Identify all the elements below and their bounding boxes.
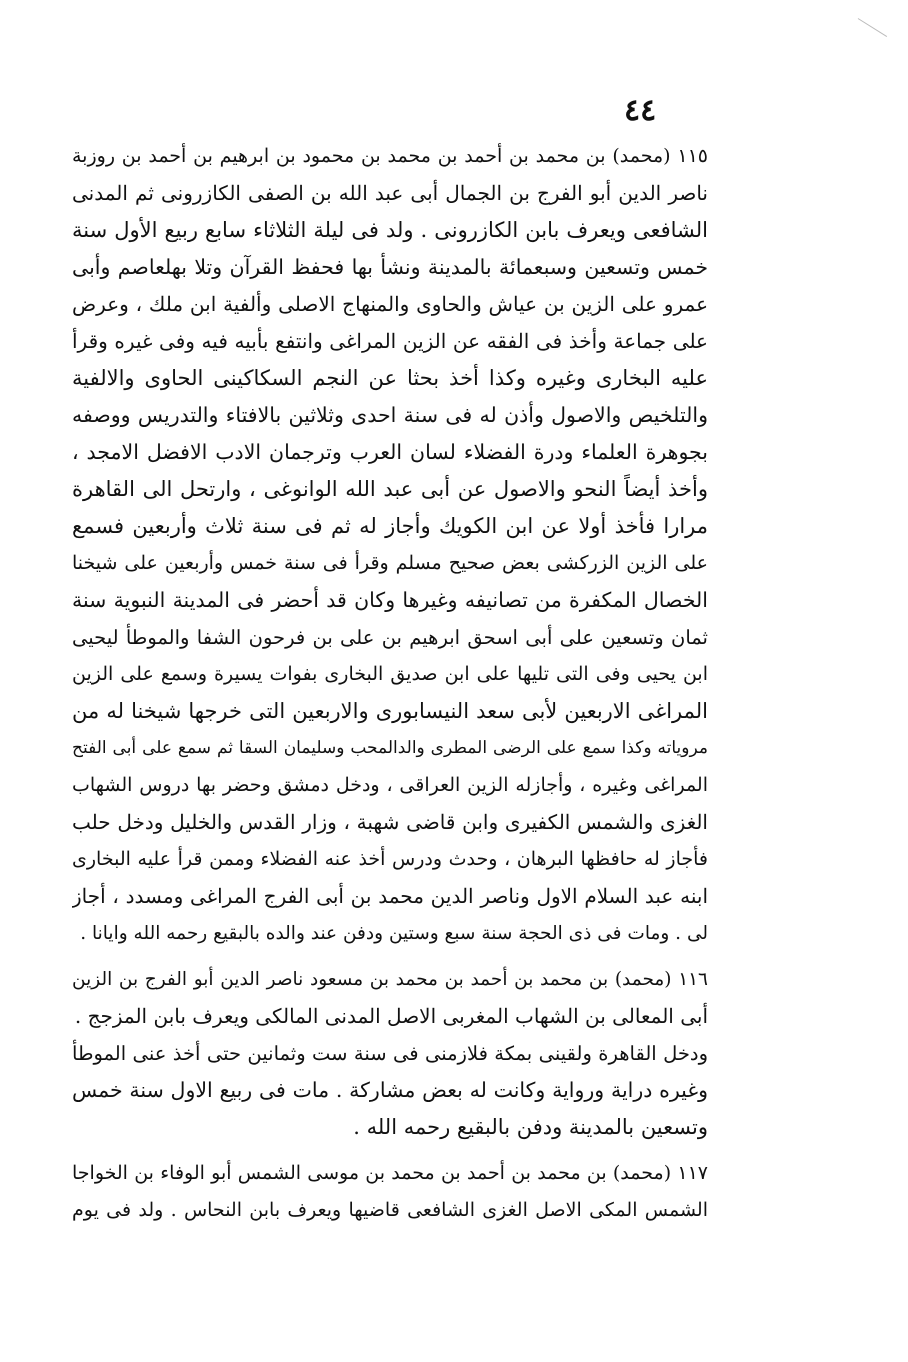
text-line: لى . ومات فى ذى الحجة سنة سبع وستين ودفن عند والده بالبقيع رحمه الله وايانا .	[80, 923, 708, 944]
text-line: ثمان وتسعين على أبى اسحق ابرهيم بن على بن فرحون الشفا والموطأ ليحيى	[72, 626, 708, 649]
text-line: والتلخيص والاصول وأذن له فى سنة احدى وثلاثين بالافتاء والتدريس ووصفه	[72, 403, 708, 427]
text-line: المراغى الاربعين لأبى سعد النيسابورى والاربعين التى خرجها شيخنا له من	[72, 699, 708, 723]
text-line: ودخل القاهرة ولقينى بمكة فلازمنى فى سنة ست وثمانين حتى أخذ عنى الموطأ	[72, 1042, 708, 1065]
text-line: عمرو على الزين بن عياش والحاوى والمنهاج الاصلى وألفية ابن ملك ، وعرض	[72, 292, 708, 316]
text-line: المراغى وغيره ، وأجازله الزين العراقى ، ودخل دمشق وحضر بها دروس الشهاب	[72, 774, 708, 796]
page-body	[72, 138, 708, 1229]
text-line: على الزين الزركشى بعض صحيح مسلم وقرأ فى سنة خمس وأربعين على شيخنا	[72, 552, 708, 574]
entry-116	[72, 961, 708, 1146]
text-line: فأجاز له حافظها البرهان ، وحدث ودرس أخذ عنه الفضلاء وممن قرأ عليه البخارى	[72, 848, 708, 870]
text-line: بجوهرة العلماء ودرة الفضلاء لسان العرب وترجمان الادب الافضل الامجد ،	[72, 440, 708, 464]
text-line: ١١٧ (محمد) بن محمد بن أحمد بن محمد بن موسى الشمس أبو الوفاء بن الخواجا	[72, 1162, 708, 1184]
text-line: مروياته وكذا سمع على الرضى المطرى والدالمحب وسليمان السقا ثم سمع على أبى الفتح	[72, 738, 708, 758]
text-line: وأخذ أيضاً النحو والاصول عن أبى عبد الله الوانوغى ، وارتحل الى القاهرة	[72, 477, 708, 501]
text-line: خمس وتسعين وسبعمائة بالمدينة ونشأ بها فحفظ القرآن وتلا بهلعاصم وأبى	[72, 255, 708, 279]
text-line: الغزى والشمس الكفيرى وابن قاضى شهبة ، وزار القدس والخليل ودخل حلب	[72, 810, 708, 834]
text-line: عليه البخارى وغيره وكذا أخذ بحثا عن النجم السكاكينى الحاوى والالفية	[72, 366, 708, 390]
text-line: الشافعى ويعرف بابن الكازرونى . ولد فى ليلة الثلاثاء سابع ربيع الأول سنة	[72, 218, 708, 242]
text-line: وغيره دراية ورواية وكانت له بعض مشاركة . مات فى ربيع الاول سنة خمس	[72, 1078, 708, 1102]
entry-115	[72, 138, 708, 952]
text-line: أبى المعالى بن الشهاب المغربى الاصل المدنى المالكى ويعرف بابن المزجج .	[74, 1004, 708, 1028]
text-line: ١١٥ (محمد) بن محمد بن أحمد بن محمد بن محمود بن ابرهيم بن أحمد بن روزبة	[72, 145, 708, 167]
text-line: الخصال المكفرة من تصانيفه وغيرها وكان قد أحضر فى المدينة النبوية سنة	[72, 588, 708, 612]
scan-mark	[858, 18, 887, 37]
text-line: ابن يحيى وفى التى تليها على ابن صديق البخارى بفوات يسيرة وسمع على الزين	[72, 663, 708, 685]
text-line: ابنه عبد السلام الاول وناصر الدين محمد بن أبى الفرج المراغى ومسدد ، أجاز	[72, 884, 708, 908]
entry-117	[72, 1155, 708, 1229]
text-line: وتسعين بالمدينة ودفن بالبقيع رحمه الله .	[353, 1115, 708, 1139]
text-line: ١١٦ (محمد) بن محمد بن أحمد بن محمد بن مسعود ناصر الدين أبو الفرج بن الزين	[72, 969, 708, 990]
text-line: مرارا فأخذ أولا عن ابن الكويك وأجاز له ثم فى سنة ثلاث وأربعين فسمع	[72, 514, 708, 538]
text-line: ناصر الدين أبو الفرج بن الجمال أبى عبد الله بن الصفى الكازرونى ثم المدنى	[72, 181, 708, 205]
text-line: على جماعة وأخذ فى الفقه عن الزين المراغى وانتفع بأبيه فيه وفى غيره وقرأ	[72, 329, 708, 353]
text-line: الشمس المكى الاصل الغزى الشافعى قاضيها ويعرف بابن النحاس . ولد فى يوم	[72, 1199, 708, 1221]
page-number: ٤٤	[624, 93, 657, 128]
